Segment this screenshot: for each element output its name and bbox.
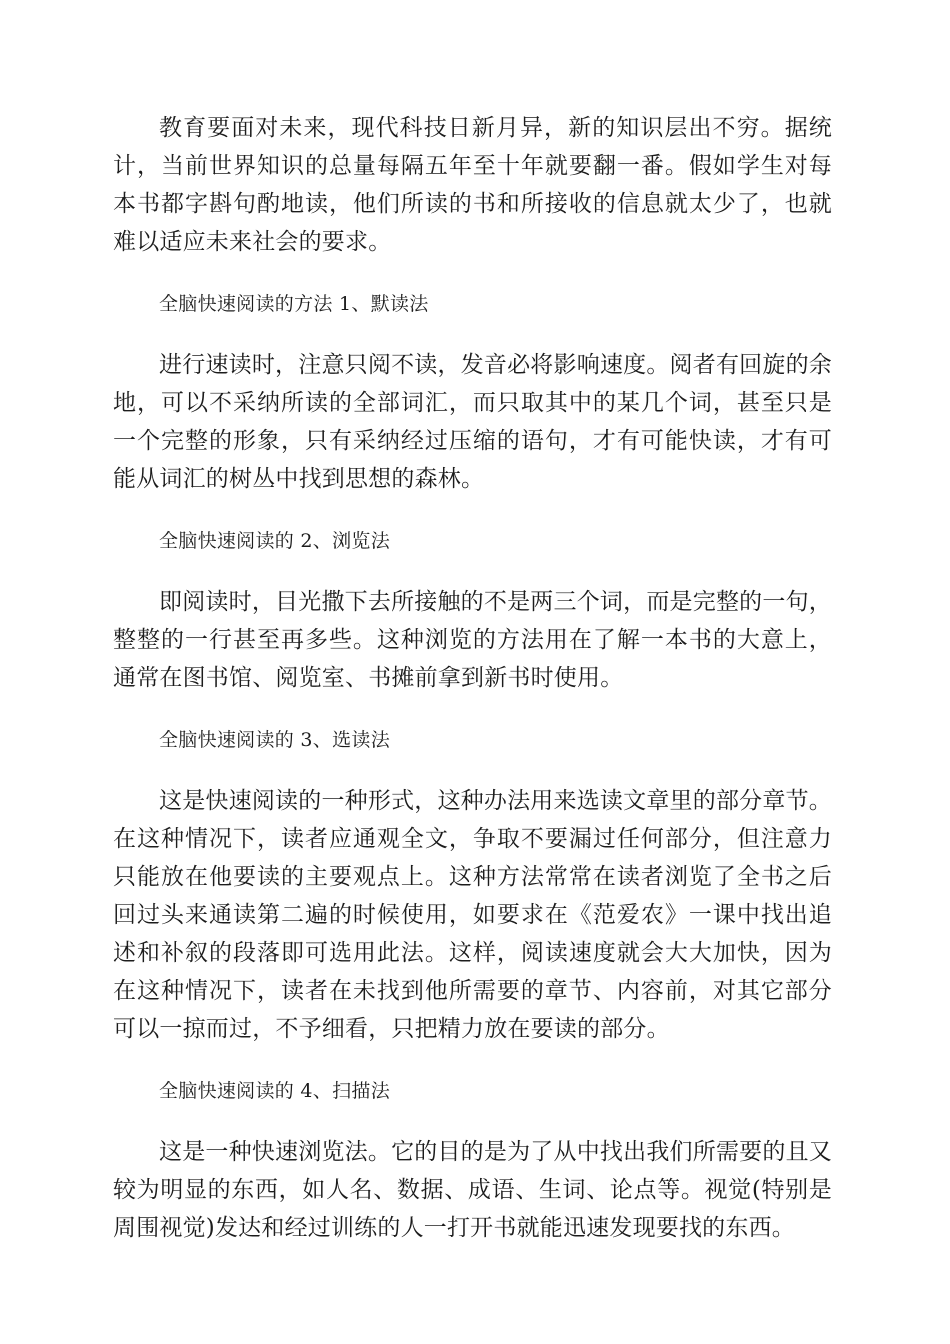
- document-body: [113, 109, 832, 1247]
- paragraph-silent-reading: 进行速读时，注意只阅不读，发音必将影响速度。阅者有回旋的余地，可以不采纳所读的全部词汇，而只取其中的某几个词，甚至只是一个完整的形象，只有采纳经过压缩的语句，才有可能快读，才有可能从词汇的树丛中找到思想的森林。: [113, 352, 832, 492]
- paragraph-scanning: 这是一种快速浏览法。它的目的是为了从中找出我们所需要的且又较为明显的东西，如人名、数据、成语、生词、论点等。视觉(特别是周围视觉)发达和经过训练的人一打开书就能迅速发现要找的东西。: [113, 1139, 832, 1241]
- heading-silent-reading: 全脑快速阅读的方法 1、默读法: [158, 293, 429, 315]
- heading-scanning: 全脑快速阅读的 4、扫描法: [158, 1080, 390, 1102]
- heading-browsing: 全脑快速阅读的 2、浏览法: [158, 530, 390, 552]
- paragraph-intro: 教育要面对未来，现代科技日新月异，新的知识层出不穷。据统计，当前世界知识的总量每隔五年至十年就要翻一番。假如学生对每本书都字斟句酌地读，他们所读的书和所接收的信息就太少了，也就难以适应未来社会的要求。: [113, 115, 832, 255]
- heading-selective-reading: 全脑快速阅读的 3、选读法: [158, 729, 390, 751]
- paragraph-browsing: 即阅读时，目光撒下去所接触的不是两三个词，而是完整的一句，整整的一行甚至再多些。这种浏览的方法用在了解一本书的大意上，通常在图书馆、阅览室、书摊前拿到新书时使用。: [113, 589, 832, 691]
- paragraph-selective-reading: 这是快速阅读的一种形式，这种办法用来选读文章里的部分章节。在这种情况下，读者应通观全文，争取不要漏过任何部分，但注意力只能放在他要读的主要观点上。这种方法常常在读者浏览了全书之后回过头来通读第二遍的时候使用，如要求在《范爱农》一课中找出追述和补叙的段落即可选用此法。这样，阅读速度就会大大加快，因为在这种情况下，读者在未找到他所需要的章节、内容前，对其它部分可以一掠而过，不予细看，只把精力放在要读的部分。: [113, 788, 832, 1042]
